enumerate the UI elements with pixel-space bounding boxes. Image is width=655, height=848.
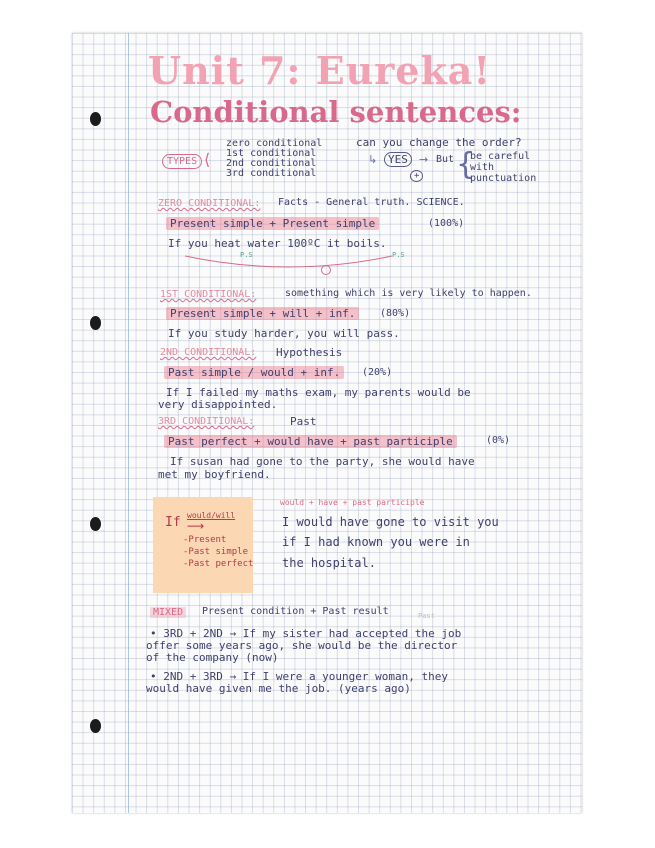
yes-badge: YES xyxy=(384,152,412,167)
binder-hole xyxy=(90,112,101,126)
types-arrow: ⟨ xyxy=(204,150,211,169)
first-heading: 1ST CONDITIONAL: xyxy=(160,289,257,300)
type-item-first: 1st conditional xyxy=(226,148,317,159)
second-percent: (20%) xyxy=(362,367,393,378)
mixed-example-1-line-1: • 3RD + 2ND → If my sister had accepted the job xyxy=(150,627,462,640)
sticky-past-perfect: -Past perfect xyxy=(183,559,254,569)
type-item-zero: zero conditional xyxy=(226,138,323,149)
third-desc: Past xyxy=(290,415,317,428)
order-note-2: with xyxy=(470,162,495,173)
plus-badge: + xyxy=(410,170,423,182)
zero-ps-1: P.S xyxy=(240,251,253,259)
zero-formula: Present simple + Present simple xyxy=(166,217,379,230)
brace-icon: { xyxy=(456,147,476,182)
order-swap-arrows xyxy=(180,252,400,276)
mixed-example-2-line-1: • 2ND + 3RD → If I were a younger woman, they xyxy=(150,670,449,683)
type-item-third: 3rd conditional xyxy=(226,168,317,179)
zero-desc: Facts - General truth. SCIENCE. xyxy=(278,197,465,208)
first-formula: Present simple + will + inf. xyxy=(166,307,359,320)
mixed-past-note: Past xyxy=(418,612,435,620)
binder-hole xyxy=(90,719,101,733)
binder-hole xyxy=(90,316,101,330)
notebook-page xyxy=(72,33,582,813)
mixed-example-1-line-3: of the company (now) xyxy=(146,651,279,664)
side-note: would + have + past participle xyxy=(280,498,425,507)
order-note-1: be careful xyxy=(470,151,531,162)
order-note-3: punctuation xyxy=(470,173,537,184)
first-desc: something which is very likely to happen. xyxy=(285,288,532,299)
arrow-right-icon: → xyxy=(419,153,429,166)
third-heading: 3RD CONDITIONAL: xyxy=(158,416,255,427)
mixed-example-1-line-2: offer some years ago, she would be the director xyxy=(146,639,458,652)
sticky-if: If xyxy=(165,515,181,530)
third-example-1: If susan had gone to the party, she would have xyxy=(170,455,475,468)
page-subtitle: Conditional sentences: xyxy=(150,95,522,129)
order-question: can you change the order? xyxy=(356,136,522,149)
margin-line xyxy=(128,33,129,813)
side-example-1: I would have gone to visit you xyxy=(282,515,499,529)
type-item-second: 2nd conditional xyxy=(226,158,317,169)
sticky-arrow-icon: ⟶ xyxy=(187,519,205,533)
sticky-would: would/will xyxy=(187,511,236,520)
third-formula: Past perfect + would have + past participle xyxy=(164,435,457,448)
zero-example: If you heat water 100ºC it boils. xyxy=(168,237,387,250)
second-example-1: If I failed my maths exam, my parents would be xyxy=(166,386,471,399)
mixed-desc: Present condition + Past result xyxy=(202,606,389,617)
sticky-note xyxy=(153,497,253,593)
second-example-2: very disappointed. xyxy=(158,398,278,411)
third-example-2: met my boyfriend. xyxy=(158,468,271,481)
zero-percent: (100%) xyxy=(428,218,465,229)
mixed-heading: MIXED xyxy=(150,607,186,618)
first-example: If you study harder, you will pass. xyxy=(168,327,400,340)
third-percent: (0%) xyxy=(486,435,511,446)
zero-heading: ZERO CONDITIONAL: xyxy=(158,198,261,209)
mixed-example-2-line-2: would have given me the job. (years ago) xyxy=(146,682,411,695)
zero-ps-2: P.S xyxy=(392,251,405,259)
second-desc: Hypothesis xyxy=(276,346,343,359)
but-label: But xyxy=(436,154,455,165)
sticky-present: -Present xyxy=(183,535,227,545)
binder-hole xyxy=(90,517,101,531)
first-percent: (80%) xyxy=(380,308,411,319)
side-example-3: the hospital. xyxy=(282,556,376,570)
second-heading: 2ND CONDITIONAL: xyxy=(160,347,257,358)
arrow-icon: ↳ xyxy=(368,153,378,166)
page-title: Unit 7: Eureka! xyxy=(148,48,492,93)
second-formula: Past simple / would + inf. xyxy=(164,366,344,379)
types-label: TYPES xyxy=(162,154,202,169)
sticky-past-simple: -Past simple xyxy=(183,547,249,557)
side-example-2: if I had known you were in xyxy=(282,535,470,549)
